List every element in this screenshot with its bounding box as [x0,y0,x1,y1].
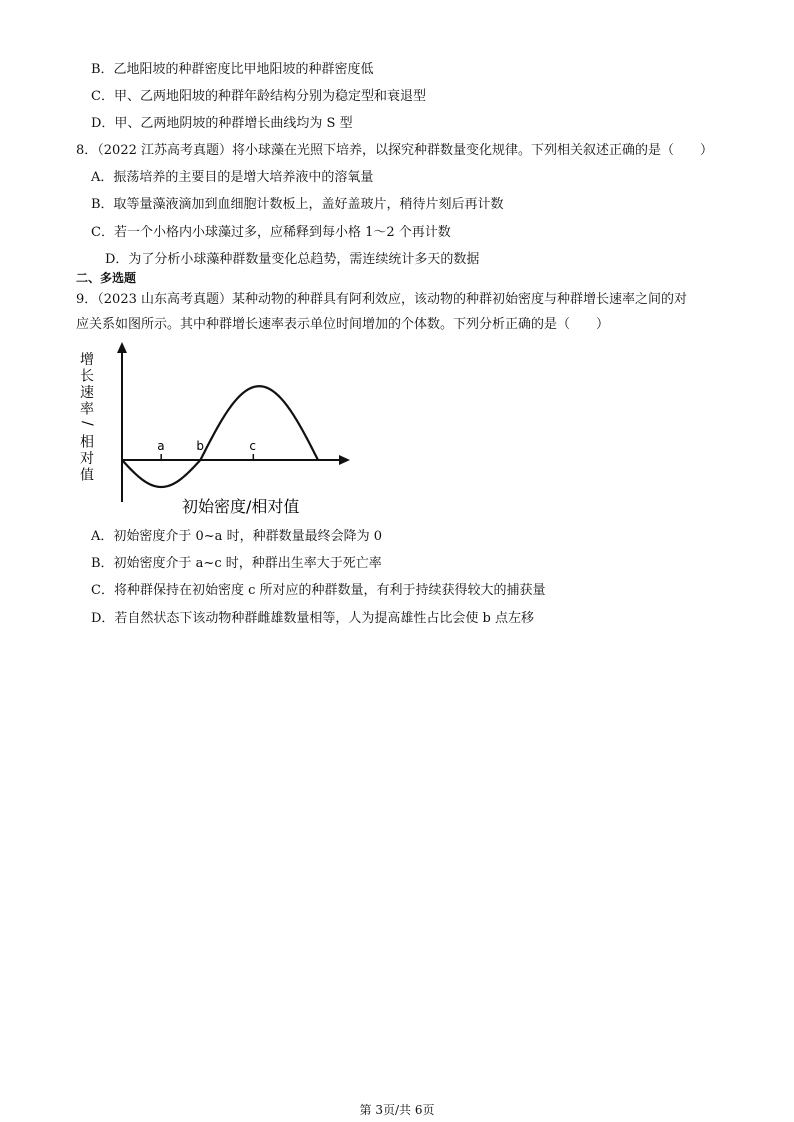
point-label-c: c [249,439,256,453]
y-axis-label-char: 率 [80,401,94,418]
q9-option-d: D．若自然状态下该动物种群雌雄数量相等，人为提高雄性占比会使 b 点左移 [91,611,535,626]
q8-option-c: C．若一个小格内小球藻过多，应稀释到每小格 1～2 个再计数 [91,225,451,240]
growth-rate-chart [62,340,362,520]
y-axis-label-char: 速 [80,385,94,401]
y-axis-label-char: / [79,421,95,426]
q8-option-a: A．振荡培养的主要目的是增大培养液中的溶氧量 [91,170,374,185]
q8-stem: 8．（2022 江苏高考真题）将小球藻在光照下培养，以探究种群数量变化规律。下列相关叙述正确的是（ ） [76,143,713,158]
q7-option-b: B．乙地阳坡的种群密度比甲地阳坡的种群密度低 [91,62,374,77]
q8-option-b: B．取等量藻液滴加到血细胞计数板上，盖好盖玻片，稍待片刻后再计数 [91,197,504,212]
page-footer: 第 3页/共 6页 [359,1103,435,1117]
q9-option-c: C．将种群保持在初始密度 c 所对应的种群数量，有利于持续获得较大的捕获量 [91,583,546,598]
q9-stem-line2: 应关系如图所示。其中种群增长速率表示单位时间增加的个体数。下列分析正确的是（ ） [76,317,610,332]
section-title-multiple-choice: 二、多选题 [76,271,137,285]
y-axis-label [79,352,95,484]
q8-option-d: D．为了分析小球藻种群数量变化总趋势，需连续统计多天的数据 [105,252,480,267]
x-axis-arrow [339,455,350,465]
y-axis-label-char: 值 [80,467,94,484]
point-label-b: b [196,439,205,453]
q7-option-d: D．甲、乙两地阴坡的种群增长曲线均为 S 型 [91,116,353,131]
q7-option-c: C．甲、乙两地阳坡的种群年龄结构分别为稳定型和衰退型 [91,89,426,104]
growth-curve [122,386,318,487]
q9-option-a: A．初始密度介于 0~a 时，种群数量最终会降为 0 [91,529,382,544]
y-axis-label-char: 对 [80,451,94,467]
y-axis-arrow [117,342,127,353]
y-axis-label-char: 长 [80,368,94,385]
y-axis-label-char: 相 [80,434,94,451]
y-axis-label-char: 增 [80,352,94,368]
x-axis-label: 初始密度/相对值 [182,497,300,516]
point-label-a: a [157,439,165,453]
q9-stem-line1: 9．（2023 山东高考真题）某种动物的种群具有阿利效应，该动物的种群初始密度与种群增长速率之间的对 [76,292,687,307]
q9-option-b: B．初始密度介于 a~c 时，种群出生率大于死亡率 [91,556,382,571]
